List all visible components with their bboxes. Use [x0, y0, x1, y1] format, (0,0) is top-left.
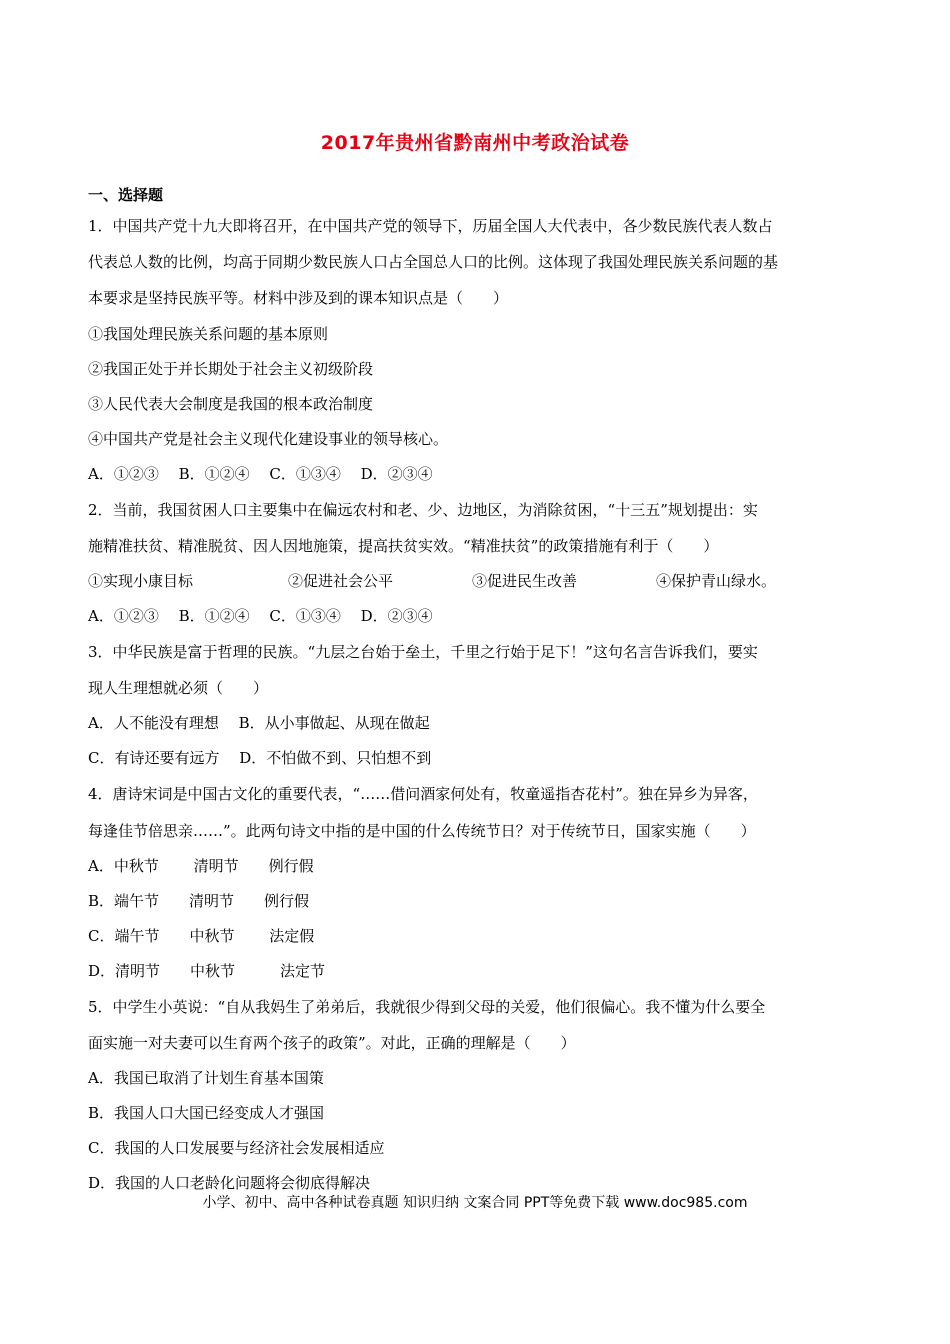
q4-option-d: D．清明节 中秋节 法定节: [88, 961, 326, 980]
q1-statement-1: ①我国处理民族关系问题的基本原则: [88, 324, 329, 343]
q5-stem-line-1: 5．中学生小英说：“自从我妈生了弟弟后，我就很少得到父母的关爱，他们很偏心。我不懂为什么要全: [88, 997, 766, 1016]
q2-statement-2: ②促进社会公平: [288, 571, 394, 590]
q1-stem-line-3: 本要求是坚持民族平等。材料中涉及到的课本知识点是（ ）: [88, 289, 509, 308]
page-footer: 小学、初中、高中各种试卷真题 知识归纳 文案合同 PPT等免费下载 www.doc985.com: [202, 1195, 748, 1211]
question-list: [88, 208, 864, 1201]
q4-option-a: A．中秋节 清明节 例行假: [88, 856, 314, 875]
q1-stem-line-1: 1．中国共产党十九大即将召开，在中国共产党的领导下，历届全国人大代表中，各少数民族代表人数占: [88, 217, 773, 235]
q2-statements: [88, 564, 864, 599]
q3-options-cd: C．有诗还要有远方 D．不怕做不到、只怕想不到: [88, 749, 432, 768]
q4-option-c: C．端午节 中秋节 法定假: [88, 926, 315, 945]
q2-stem-line-2: 施精准扶贫、精准脱贫、因人因地施策，提高扶贫实效。“精准扶贫”的政策措施有利于（ ）: [88, 536, 719, 555]
q1-stem-line-2: 代表总人数的比例，均高于同期少数民族人口占全国总人口的比例。这体现了我国处理民族关系问题的基: [88, 253, 779, 272]
q4-option-b: B．端午节 清明节 例行假: [88, 891, 310, 910]
q3-stem-line-1: 3．中华民族是富于哲理的民族。“九层之台始于垒土，千里之行始于足下！”这句名言告诉我们，要实: [88, 642, 758, 661]
q2-stem-line-1: 2．当前，我国贫困人口主要集中在偏远农村和老、少、边地区，为消除贫困，“十三五”规划提出：实: [88, 500, 758, 519]
q2-options: A．①②③ B．①②④ C．①③④ D．②③④: [88, 606, 433, 625]
page-title: 2017年贵州省黔南州中考政治试卷: [320, 132, 630, 154]
q3-stem-line-2: 现人生理想就必须（ ）: [88, 679, 269, 698]
q5-stem-line-2: 面实施一对夫妻可以生育两个孩子的政策”。对此，正确的理解是（ ）: [88, 1033, 576, 1052]
q2-statement-1: ①实现小康目标: [88, 571, 194, 590]
q1-statement-3: ③人民代表大会制度是我国的根本政治制度: [88, 394, 374, 413]
q5-option-b: B．我国人口大国已经变成人才强国: [88, 1104, 325, 1123]
q5-option-a: A．我国已取消了计划生育基本国策: [88, 1069, 324, 1088]
q5-option-c: C．我国的人口发展要与经济社会发展相适应: [88, 1139, 385, 1158]
q2-statement-4: ④保护青山绿水。: [656, 571, 777, 590]
q2-statement-3: ③促进民生改善: [472, 571, 578, 590]
q1-statement-4: ④中国共产党是社会主义现代化建设事业的领导核心。: [88, 429, 449, 448]
section-heading: 一、选择题: [88, 186, 164, 204]
q5-option-d: D．我国的人口老龄化问题将会彻底得解决: [88, 1174, 371, 1193]
q4-stem-line-1: 4．唐诗宋词是中国古文化的重要代表，“……借问酒家何处有，牧童遥指杏花村”。独在异乡为异客，: [88, 785, 758, 804]
q1-statement-2: ②我国正处于并长期处于社会主义初级阶段: [88, 359, 374, 378]
q3-options-ab: A．人不能没有理想 B．从小事做起、从现在做起: [88, 714, 430, 733]
q1-options: A．①②③ B．①②④ C．①③④ D．②③④: [88, 464, 433, 483]
q4-stem-line-2: 每逢佳节倍思亲……”。此两句诗文中指的是中国的什么传统节日？对于传统节日，国家实施（ ）: [88, 821, 756, 840]
